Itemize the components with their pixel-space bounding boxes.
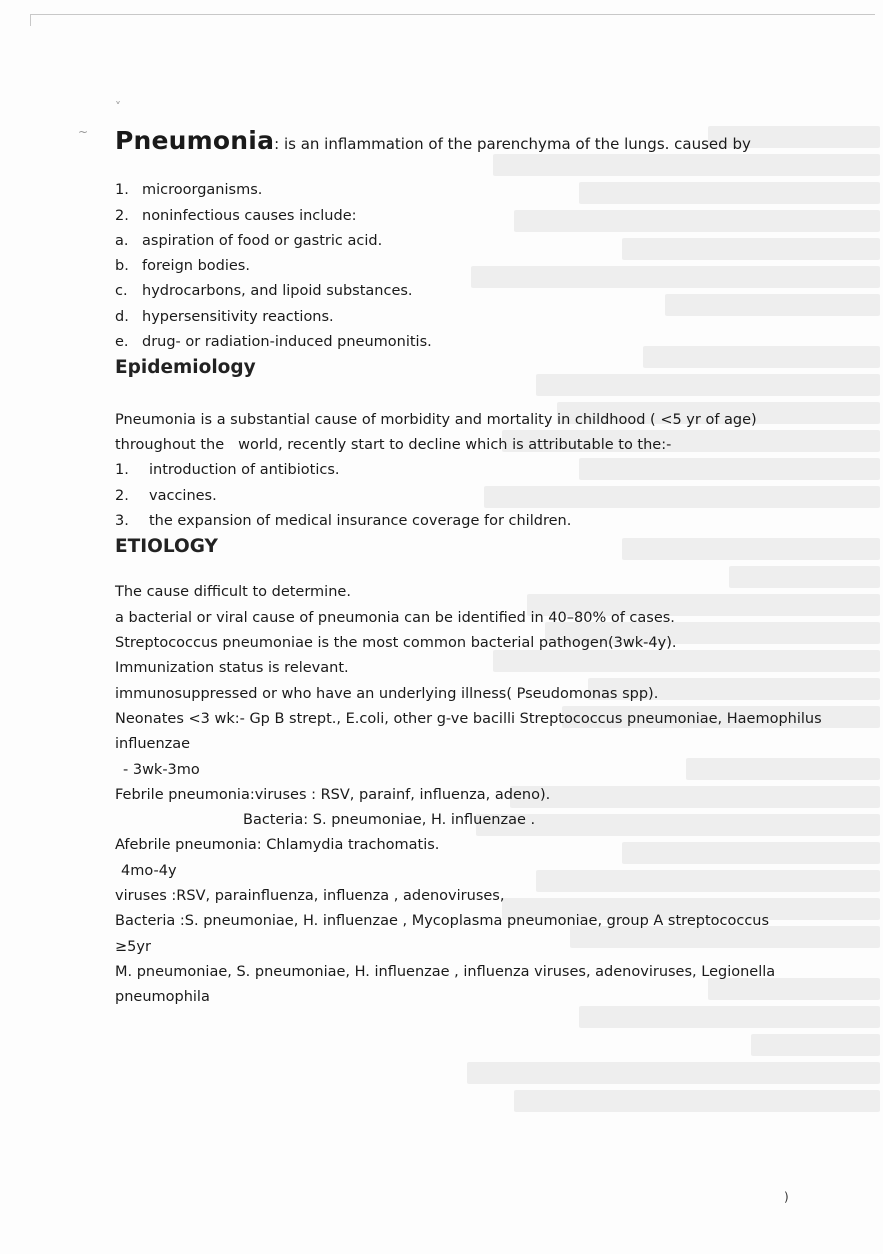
epidemiology-list <box>115 458 835 534</box>
list-item: a. aspiration of food or gastric acid. <box>115 232 383 249</box>
text-line: Bacteria :S. pneumoniae, H. influenzae , Mycoplasma pneumoniae, group A streptococcus <box>115 913 770 930</box>
text-line: a bacterial or viral cause of pneumonia can be identified in 40–80% of cases. <box>115 609 675 626</box>
text-line: Immunization status is relevant. <box>115 660 349 677</box>
scan-speck: ~ <box>78 125 89 139</box>
age-group-label: - 3wk-3mo <box>123 761 200 778</box>
age-group-label: ≥5yr <box>115 938 151 955</box>
etiology-body <box>115 580 835 1010</box>
text-line: Bacteria: S. pneumoniae, H. influenzae . <box>243 812 536 829</box>
text-line: influenzae <box>115 736 191 753</box>
list-item: 2. vaccines. <box>115 487 217 504</box>
list-item: d. hypersensitivity reactions. <box>115 308 334 325</box>
list-item: 3. the expansion of medical insurance coverage for children. <box>115 512 572 529</box>
list-item: 1. introduction of antibiotics. <box>115 462 340 479</box>
epidemiology-paragraph: Pneumonia is a substantial cause of morbidity and mortality in childhood ( <5 yr of age) throughout the world, recently start to decline which is attributable to the:- <box>115 411 757 453</box>
document-content <box>115 128 835 1011</box>
page-edge-line <box>30 14 875 15</box>
definition-text: : is an inflammation of the parenchyma of the lungs. caused by <box>274 135 751 153</box>
page-title: Pneumonia <box>115 126 275 155</box>
text-line: Neonates <3 wk:- Gp B strept., E.coli, other g-ve bacilli Streptococcus pneumoniae, Haemophilus <box>115 710 822 727</box>
text-line: Streptococcus pneumoniae is the most common bacterial pathogen(3wk-4y). <box>115 635 677 652</box>
causes-list <box>115 178 835 355</box>
text-line: The cause difficult to determine. <box>115 584 351 601</box>
text-line: viruses :RSV, parainfluenza, influenza , adenoviruses, <box>115 888 505 905</box>
page-edge-line-left <box>30 14 31 26</box>
pneumonia-definition <box>115 128 835 158</box>
list-item: 2. noninfectious causes include: <box>115 207 357 224</box>
text-line: Febrile pneumonia:viruses : RSV, parainf, influenza, adeno). <box>115 786 551 803</box>
list-item: c. hydrocarbons, and lipoid substances. <box>115 283 413 300</box>
text-line: M. pneumoniae, S. pneumoniae, H. influenzae , influenza viruses, adenoviruses, Legionella <box>115 963 776 980</box>
text-line: immunosuppressed or who have an underlying illness( Pseudomonas spp). <box>115 685 659 702</box>
list-item: b. foreign bodies. <box>115 258 250 275</box>
text-line: pneumophila <box>115 989 210 1006</box>
age-group-label: 4mo-4y <box>121 862 177 879</box>
scan-speck: ) <box>784 1190 789 1204</box>
scan-speck: ˅ <box>115 100 121 114</box>
section-heading-epidemiology: Epidemiology <box>115 357 256 379</box>
section-heading-etiology: ETIOLOGY <box>115 536 218 558</box>
text-line: Afebrile pneumonia: Chlamydia trachomatis. <box>115 837 440 854</box>
list-item: 1. microorganisms. <box>115 182 263 199</box>
list-item: e. drug- or radiation-induced pneumonitis. <box>115 334 432 351</box>
